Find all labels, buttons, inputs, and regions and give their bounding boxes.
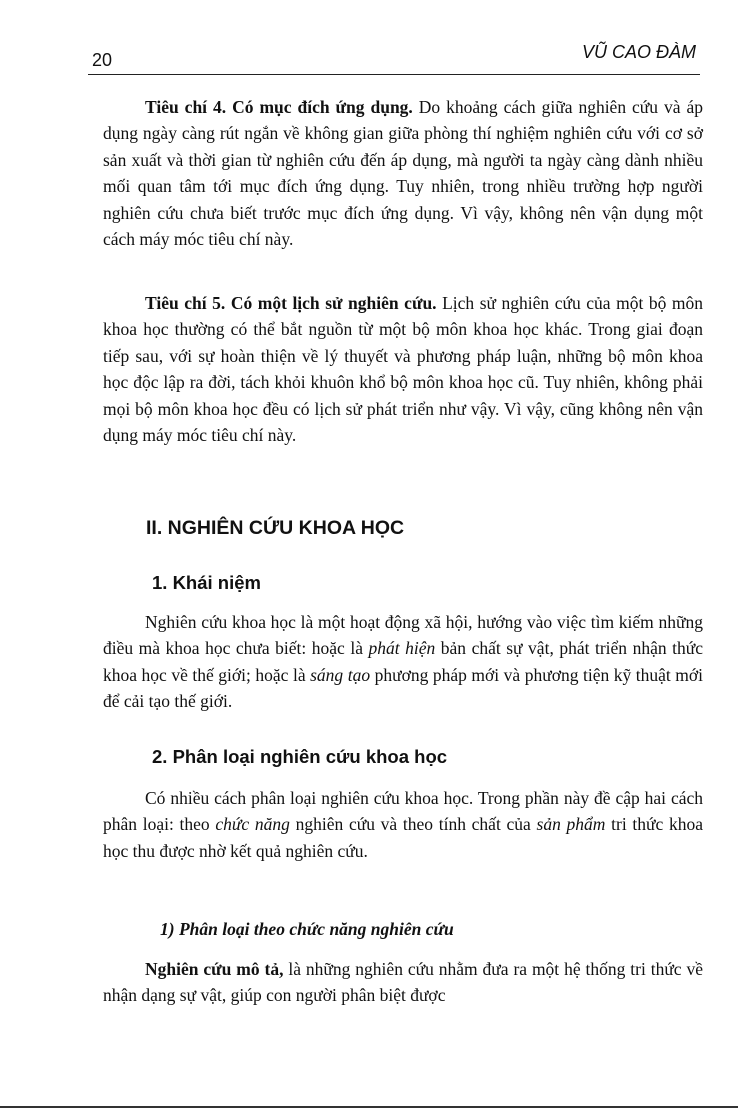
section-heading: II. NGHIÊN CỨU KHOA HỌC: [146, 517, 405, 539]
page-number: 20: [92, 50, 113, 70]
concept-text-1: Nghiên cứu khoa học là một hoạt động xã hội, hướng vào việc tìm kiếm những điều mà khoa học chưa biết: hoặc là: [103, 612, 703, 659]
running-head-author: VŨ CAO ĐÀM: [581, 42, 696, 62]
criterion-5-block: [103, 290, 703, 448]
classification-text-3: tri thức khoa học thu được nhờ kết quả nghiên cứu.: [103, 814, 703, 861]
by-function-heading: 1) Phân loại theo chức năng nghiên cứu: [160, 919, 454, 939]
classification-emphasis-1: chức năng: [215, 814, 290, 835]
concept-emphasis-1: phát hiện: [368, 638, 436, 659]
concept-text-3: phương pháp mới và phương tiện kỹ thuật mới để cải tạo thế giới.: [103, 664, 704, 712]
by-function-block: [103, 956, 703, 1009]
concept-heading: 1. Khái niệm: [152, 572, 261, 593]
by-function-paragraph: [103, 956, 703, 1009]
classification-heading: 2. Phân loại nghiên cứu khoa học: [152, 746, 448, 767]
scan-bottom-edge: [0, 1106, 738, 1108]
concept-block: [103, 609, 703, 715]
page-header: [88, 38, 700, 74]
classification-text-1: Có nhiều cách phân loại nghiên cứu khoa học. Trong phần này đề cập hai cách phân loại: theo: [103, 788, 703, 835]
classification-text-2: nghiên cứu và theo tính chất của: [289, 814, 537, 835]
concept-text-2: bản chất sự vật, phát triển nhận thức khoa học về thế giới; hoặc là: [103, 638, 703, 685]
classification-emphasis-2: sản phẩm: [536, 814, 606, 835]
criterion-5-title: Tiêu chí 5. Có một lịch sử nghiên cứu.: [145, 293, 437, 313]
concept-emphasis-2: sáng tạo: [310, 664, 371, 685]
criterion-4-block: [103, 94, 703, 252]
header-rule: [88, 74, 700, 75]
by-function-lead: Nghiên cứu mô tả,: [145, 959, 284, 979]
criterion-4-title: Tiêu chí 4. Có mục đích ứng dụng.: [145, 97, 413, 117]
by-function-text: là những nghiên cứu nhằm đưa ra một hệ thống tri thức về nhận dạng sự vật, giúp con người phân biệt được: [103, 959, 703, 1006]
criterion-5-text: Lịch sử nghiên cứu của một bộ môn khoa học thường có thể bắt nguồn từ một bộ môn khoa học khác. Trong giai đoạn tiếp sau, với sự hoàn thiện về lý thuyết và phương pháp luận, những bộ môn khoa học độc lập ra đời, tách khỏi khuôn khổ bộ môn khoa học cũ. Tuy nhiên, không phải mọi bộ môn khoa học đều có lịch sử phát triển như vậy. Vì vậy, cũng không nên vận dụng máy móc tiêu chí này.: [103, 293, 703, 446]
criterion-5-paragraph: [103, 290, 703, 448]
criterion-4-paragraph: [103, 94, 703, 252]
concept-paragraph: [103, 609, 703, 715]
criterion-4-text: Do khoảng cách giữa nghiên cứu và áp dụng ngày càng rút ngắn về không gian giữa phòng thí nghiệm nghiên cứu với cơ sở sản xuất và thời gian từ nghiên cứu đến áp dụng, mà người ta ngày càng dành nhiều mối quan tâm tới mục đích ứng dụng. Tuy nhiên, trong nhiều trường hợp người nghiên cứu chưa biết trước mục đích ứng dụng. Vì vậy, không nên vận dụng một cách máy móc tiêu chí này.: [103, 97, 703, 250]
classification-block: [103, 785, 703, 864]
classification-paragraph: [103, 785, 703, 864]
